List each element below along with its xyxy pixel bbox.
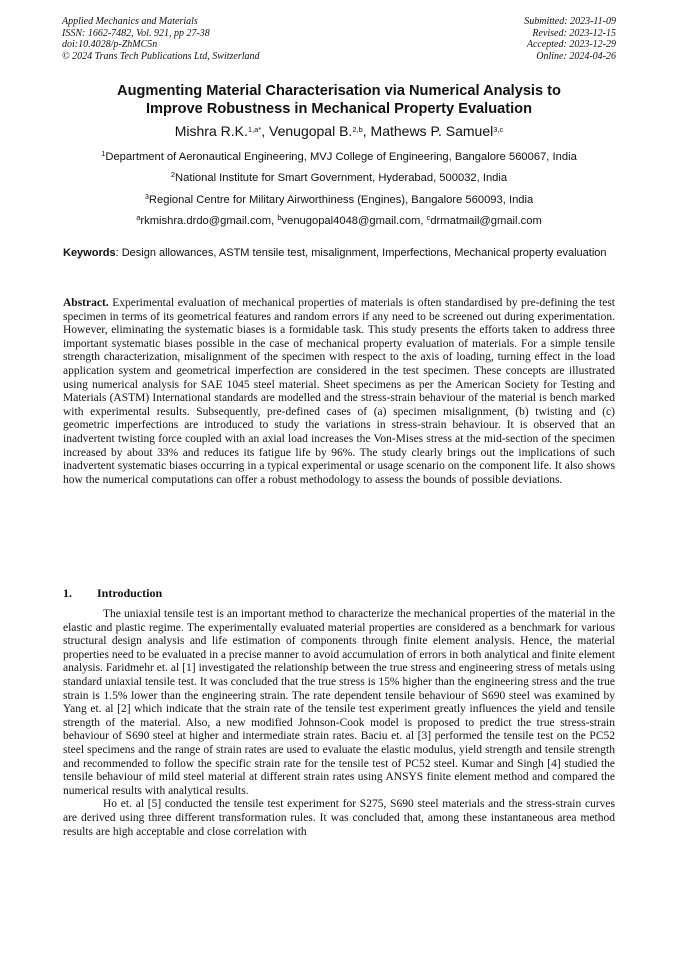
dates-header [524,16,616,62]
affiliation-2 [40,171,638,185]
affiliation-mark: 3 [144,192,149,201]
abstract-text: Experimental evaluation of mechanical properties of materials is often standardised by pre-defining the test specimen in terms of its geometrical features and random errors if any need to be screened out during experimentation. However, eliminating the systematic biases is a formidable task. This study presents the efforts taken to address three important systematic biases possible in the case of mechanical property evaluation of materials. For a simple tensile strength characterization, misalignment of the specimen with respect to the axis of loading, turning effect in the load application system and geometrical imperfection are considered in the test specimen. These concepts are illustrated using numerical analysis for SAE 1045 steel material. Sheet specimens as per the American Society for Testing and Materials (ASTM) International standards are modelled and the stress-strain behaviour of the material is bench marked with experimental results. Subsequently, pre-defined cases of (a) specimen misalignment, (b) twisting and (c) geometric imperfections are introduced to study the variations in stress-strain behaviour. It is observed that an inadvertent twisting force coupled with an axial load increases the Von-Mises stress at the mid-section of the specimen increased by about 33% and reduces its fatigue life by 96%. The study clearly brings out the implications of such inadvertent systematic biases occurring in a typical experimental or usage scenario on the component life. It also shows how the numerical computations can offer a robust methodology to assess the bounds of possible deviations. [63,297,615,486]
title-line-1: Augmenting Material Characterisation via Numerical Analysis to [117,83,561,99]
title-line-2: Improve Robustness in Mechanical Property Evaluation [145,101,533,117]
journal-header [62,16,260,62]
email-list [40,214,638,228]
email-mark: c [426,213,431,222]
affiliation-mark: 2 [170,170,176,179]
email-link[interactable]: rkmishra.drdo@gmail.com, [140,215,278,227]
author-name: Mathews P. Samuel [370,123,494,139]
abstract-block [63,297,615,487]
affiliation-1 [40,150,638,164]
author-separator: , [261,123,270,139]
section-heading [63,586,162,601]
section-title: Introduction [97,586,163,600]
email-link[interactable]: drmatmail@gmail.com [430,215,542,227]
affiliation-text: Department of Aeronautical Engineering, MVJ College of Engineering, Bangalore 560067, India [105,151,577,163]
affiliation-3 [40,193,638,207]
keywords-text: : Design allowances, ASTM tensile test, misalignment, Imperfections, Mechanical property evaluation [115,247,607,259]
revised-date: Revised: 2023-12-15 [532,27,616,39]
introduction-body [63,608,615,839]
email-mark: a [136,213,141,222]
journal-copyright: © 2024 Trans Tech Publications Ltd, Switzerland [62,50,260,62]
affiliation-text: National Institute for Smart Government, Hyderabad, 500032, India [175,172,508,184]
paper-title [60,82,618,118]
journal-issn: ISSN: 1662-7482, Vol. 921, pp 27-38 [62,27,210,39]
journal-name: Applied Mechanics and Materials [62,16,198,27]
affiliation-mark: 1 [101,149,106,158]
author-affiliation-mark: 2,b [352,125,363,134]
author-name: Mishra R.K. [174,123,248,139]
keywords-block [63,247,615,261]
author-affiliation-mark: 3,c [493,125,504,134]
email-mark: b [277,213,282,222]
submitted-date: Submitted: 2023-11-09 [524,16,616,27]
author-name: Venugopal B. [269,123,353,139]
author-separator: , [362,123,371,139]
author-list [60,122,618,140]
journal-doi: doi:10.4028/p-ZhMC5n [62,39,158,51]
affiliation-text: Regional Centre for Military Airworthiness (Engines), Bangalore 560093, India [148,194,534,206]
intro-paragraph: The uniaxial tensile test is an important method to characterize the mechanical properties of the material in the elastic and plastic regime. The experimentally evaluated material properties are considered as a benchmark for various structural design analysis and life estimation of components through finite element analysis. Hence, the material properties need to be evaluated in a precise manner to avoid accumulation of errors in both analytical and finite element analysis. Faridmehr et. al [1] investigated the relationship between the true stress and engineering stress of metals using standard uniaxial tensile test. It was concluded that the true stress is 15% higher than the engineering stress and the true strain is 1.5% lower than the engineering strain. The rate dependent tensile behaviour of S690 steel was examined by Yang et. al [2] which indicate that the strain rate of the tensile test experiment greatly influences the yield and tensile strength of the material. Also, a new modified Johnson-Cook model is proposed to predict the true stress-strain behaviour of S690 steel at higher and intermediate strain rates. Baciu et. al [3] performed the tensile test on the PC52 steel specimens and the range of strain rates are used to evaluate the elastic modulus, yield strength and tensile strength and recommended to follow the specific strain rate for the tensile test of PC52 steel. Kumar and Singh [4] studied the tensile behaviour of mild steel material at different strain rates using ANSYS finite element method and compared the numerical results with analytical results. [63,608,615,797]
abstract-label: Abstract. [63,297,109,309]
accepted-date: Accepted: 2023-12-29 [526,39,616,51]
author-affiliation-mark: 1,a* [247,125,262,134]
email-link[interactable]: venugopal4048@gmail.com, [281,215,427,227]
keywords-label: Keywords [63,247,116,259]
section-number: 1. [63,586,72,600]
intro-paragraph: Ho et. al [5] conducted the tensile test experiment for S275, S690 steel materials and the stress-strain curves are derived using three different transformation rules. It was concluded that, among these instantaneous area method results are high acceptable and close correlation with [63,798,615,838]
online-date: Online: 2024-04-26 [536,50,616,62]
